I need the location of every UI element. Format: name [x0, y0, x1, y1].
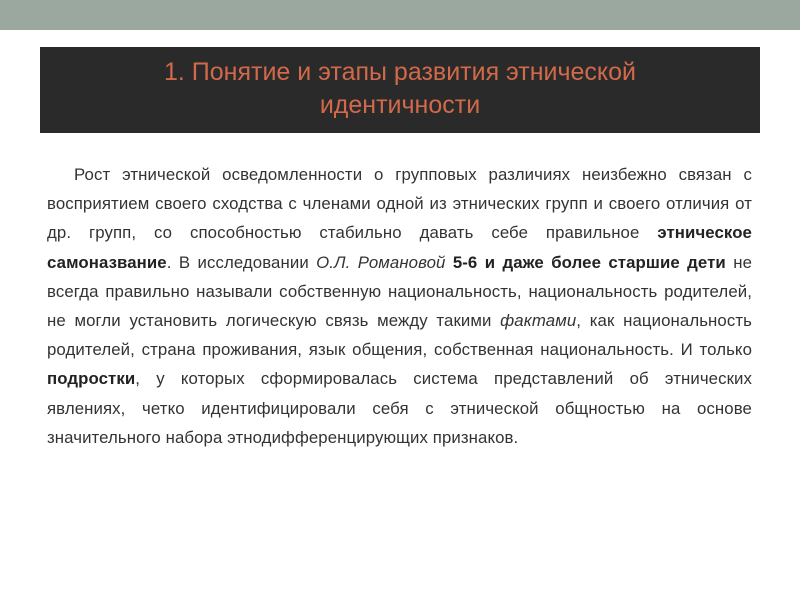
- text-segment: . В исследовании: [166, 252, 317, 272]
- slide-title-box: [40, 47, 760, 133]
- bold-term-self-name: этническое самоназвание: [47, 223, 752, 272]
- italic-term-facts: фактами: [500, 311, 577, 331]
- text-segment: , у которых сформировалась система представлений об этнических явлениях, четко идентифицировали себя с этнической общностью на основе значительного набора этнодифференцирующих признаков.: [47, 369, 752, 447]
- text-segment: [445, 253, 452, 272]
- slide-body-paragraph: [47, 160, 752, 452]
- slide-title: 1. Понятие и этапы развития этнической идентичности: [164, 58, 636, 119]
- italic-author-name: О.Л. Романовой: [316, 252, 446, 272]
- top-band: [0, 0, 800, 30]
- text-segment: Рост этнической осведомленности о групповых различиях неизбежно связан с восприятием своего сходства с членами одной из этнических групп и своего отличия от др. групп, со способностью стабильно давать себе правильное: [47, 165, 752, 243]
- text-segment: не всегда правильно называли собственную национальность, национальность родителей, не могли установить логическую связь между такими: [47, 252, 752, 331]
- text-segment: , как национальность родителей, страна проживания, язык общения, собственная национальность. И только: [47, 311, 752, 360]
- bold-term-children: 5-6 и даже более старшие дети: [452, 252, 726, 272]
- bold-term-teenagers: подростки: [47, 369, 136, 389]
